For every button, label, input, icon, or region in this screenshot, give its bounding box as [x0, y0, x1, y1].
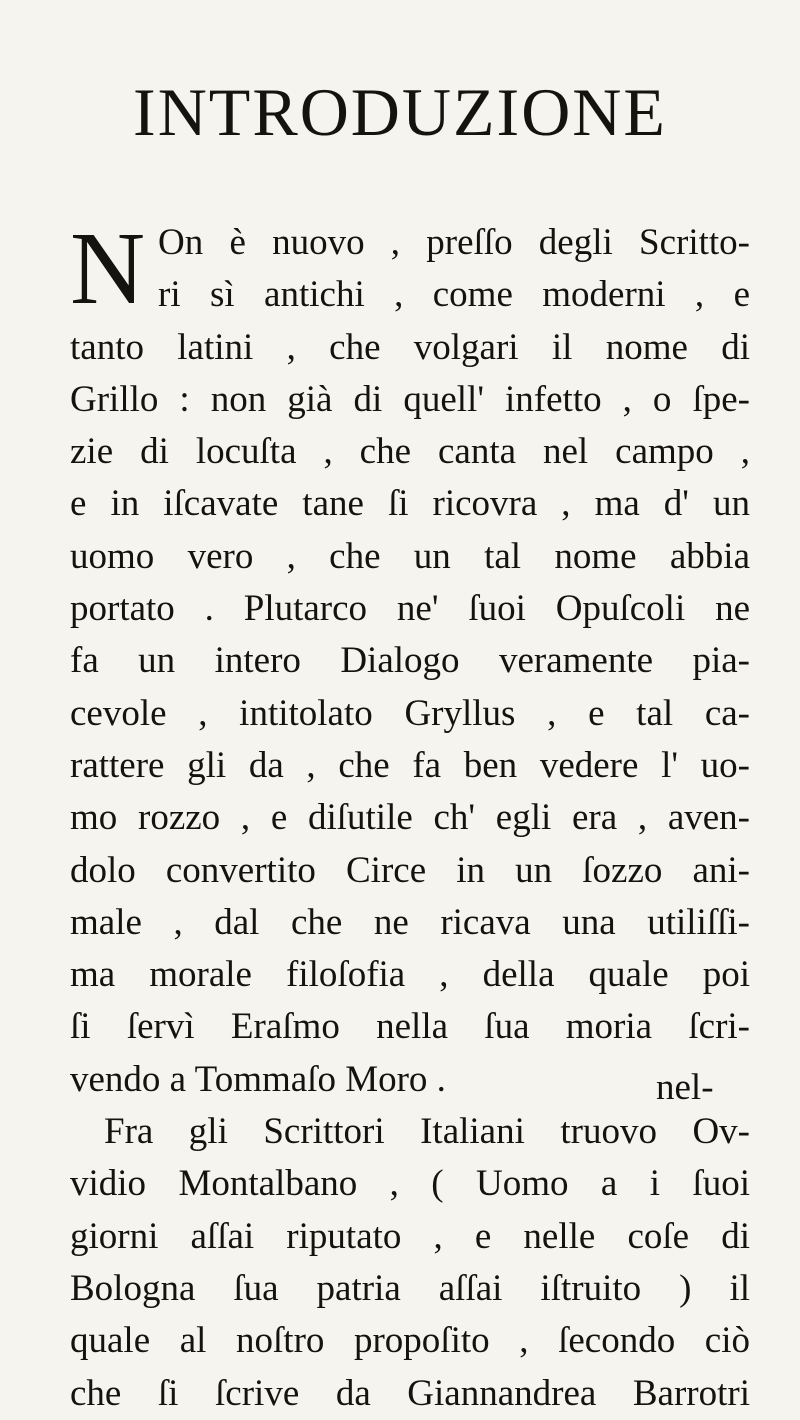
body-text [70, 211, 750, 1420]
drop-cap: N [70, 211, 146, 326]
text-line: uomo vero , che un tal nome abbia [70, 535, 750, 577]
text-line: male , dal che ne ricava una utiliſſi- [70, 901, 750, 943]
text-line: ſi ſervì Eraſmo nella ſua moria ſcri- [70, 1006, 750, 1048]
text-line: vendo a Tommaſo Moro . [70, 1058, 446, 1100]
text-line: zie di locuſta , che canta nel campo , [70, 431, 750, 473]
text-line: ri sì antichi , come moderni , e [158, 274, 750, 316]
text-line: Grillo : non già di quell' infetto , o ſpe- [70, 378, 750, 420]
text-line: vidio Montalbano , ( Uomo a i ſuoi [70, 1163, 750, 1205]
text-line: tanto latini , che volgari il nome di [70, 326, 750, 368]
text-line: mo rozzo , e diſutile ch' egli era , aven- [70, 797, 750, 839]
catchword: nel- [656, 1067, 714, 1108]
text-line: Bologna ſua patria aſſai iſtruito ) il [70, 1267, 750, 1309]
text-line: che ſi ſcrive da Giannandrea Barrotri [70, 1372, 750, 1414]
text-line: quale al noſtro propoſito , ſecondo ciò [70, 1320, 750, 1362]
text-line: ma morale filoſofia , della quale poi [70, 954, 750, 996]
text-line: Fra gli Scrittori Italiani truovo Ov- [104, 1111, 750, 1153]
text-line: dolo convertito Circe in un ſozzo ani- [70, 849, 750, 891]
text-line: On è nuovo , preſſo degli Scritto- [158, 222, 750, 263]
text-line: portato . Plutarco ne' ſuoi Opuſcoli ne [70, 588, 750, 630]
text-line: rattere gli da , che fa ben vedere l' uo- [70, 744, 750, 786]
chapter-heading: INTRODUZIONE [133, 74, 667, 150]
text-line: fa un intero Dialogo veramente pia- [70, 640, 750, 682]
text-line: giorni aſſai riputato , e nelle coſe di [70, 1215, 750, 1257]
text-line: e in iſcavate tane ſi ricovra , ma d' un [70, 483, 750, 525]
text-line: cevole , intitolato Gryllus , e tal ca- [70, 692, 750, 734]
